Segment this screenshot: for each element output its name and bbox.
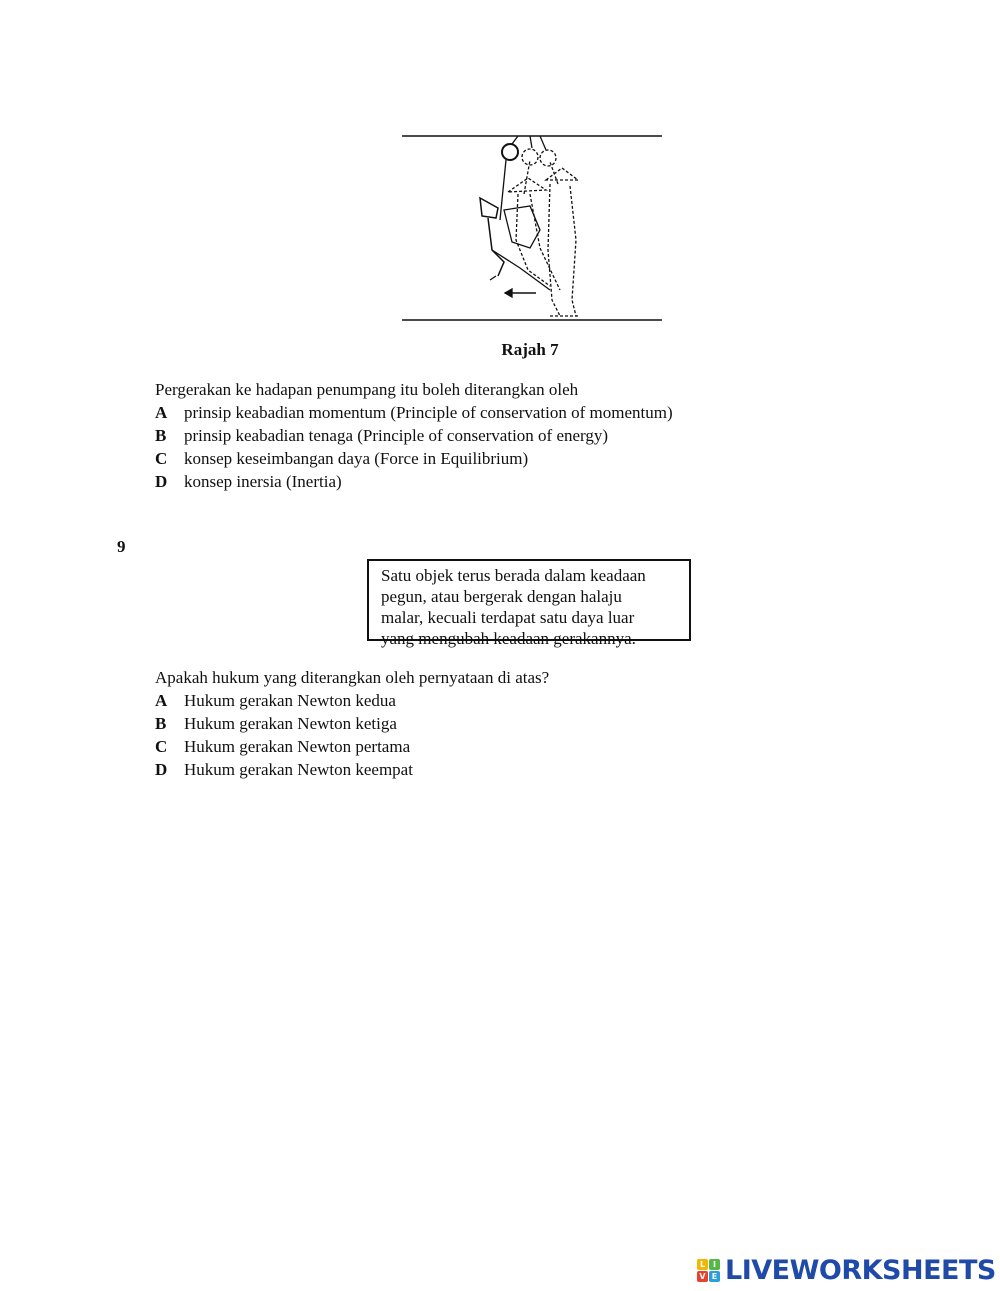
figure-rajah-7: [400, 130, 664, 326]
liveworksheets-logo[interactable]: [697, 1253, 996, 1287]
question-8-option-a[interactable]: [155, 403, 673, 423]
logo-mark-letter: L: [697, 1259, 708, 1270]
statement-line: Satu objek terus berada dalam keadaan: [381, 566, 646, 585]
question-9-statement-box: [367, 559, 691, 648]
option-letter: C: [155, 737, 168, 756]
option-text: konsep keseimbangan daya (Force in Equilibrium): [184, 449, 529, 468]
logo-text: LIVEWORKSHEETS: [725, 1254, 996, 1286]
question-9-option-a[interactable]: [155, 691, 396, 711]
option-letter: A: [155, 691, 168, 710]
logo-mark-letter: I: [709, 1259, 720, 1270]
option-text: Hukum gerakan Newton ketiga: [184, 714, 397, 733]
option-letter: D: [155, 760, 168, 779]
question-8-option-c[interactable]: [155, 449, 528, 469]
option-text: Hukum gerakan Newton pertama: [184, 737, 411, 756]
question-8-option-b[interactable]: [155, 426, 608, 446]
logo-mark-letter: E: [709, 1271, 720, 1282]
statement-line: pegun, atau bergerak dengan halaju: [381, 587, 622, 606]
statement-line: yang mengubah keadaan gerakannya.: [381, 629, 636, 648]
option-letter: C: [155, 449, 168, 468]
question-8-option-d[interactable]: [155, 472, 342, 492]
question-9-stem: Apakah hukum yang diterangkan oleh pernyataan di atas?: [155, 668, 550, 687]
question-9-option-d[interactable]: [155, 760, 413, 780]
option-text: Hukum gerakan Newton kedua: [184, 691, 396, 710]
option-letter: B: [155, 426, 167, 445]
option-text: konsep inersia (Inertia): [184, 472, 342, 491]
logo-mark-letter: V: [697, 1271, 708, 1282]
bus-passengers-jerking-forward-illustration: [402, 136, 662, 320]
question-9-option-c[interactable]: [155, 737, 410, 757]
question-9-option-b[interactable]: [155, 714, 397, 734]
option-text: Hukum gerakan Newton keempat: [184, 760, 413, 779]
figure-caption: Rajah 7: [501, 340, 559, 359]
option-letter: B: [155, 714, 167, 733]
question-9-number: 9: [117, 537, 126, 556]
option-letter: A: [155, 403, 168, 422]
question-8-stem: Pergerakan ke hadapan penumpang itu boleh diterangkan oleh: [155, 380, 579, 399]
statement-line: malar, kecuali terdapat satu daya luar: [381, 608, 635, 627]
logo-mark-icon: [697, 1259, 720, 1282]
option-text: prinsip keabadian momentum (Principle of conservation of momentum): [184, 403, 673, 422]
option-letter: D: [155, 472, 168, 491]
option-text: prinsip keabadian tenaga (Principle of conservation of energy): [184, 426, 609, 445]
